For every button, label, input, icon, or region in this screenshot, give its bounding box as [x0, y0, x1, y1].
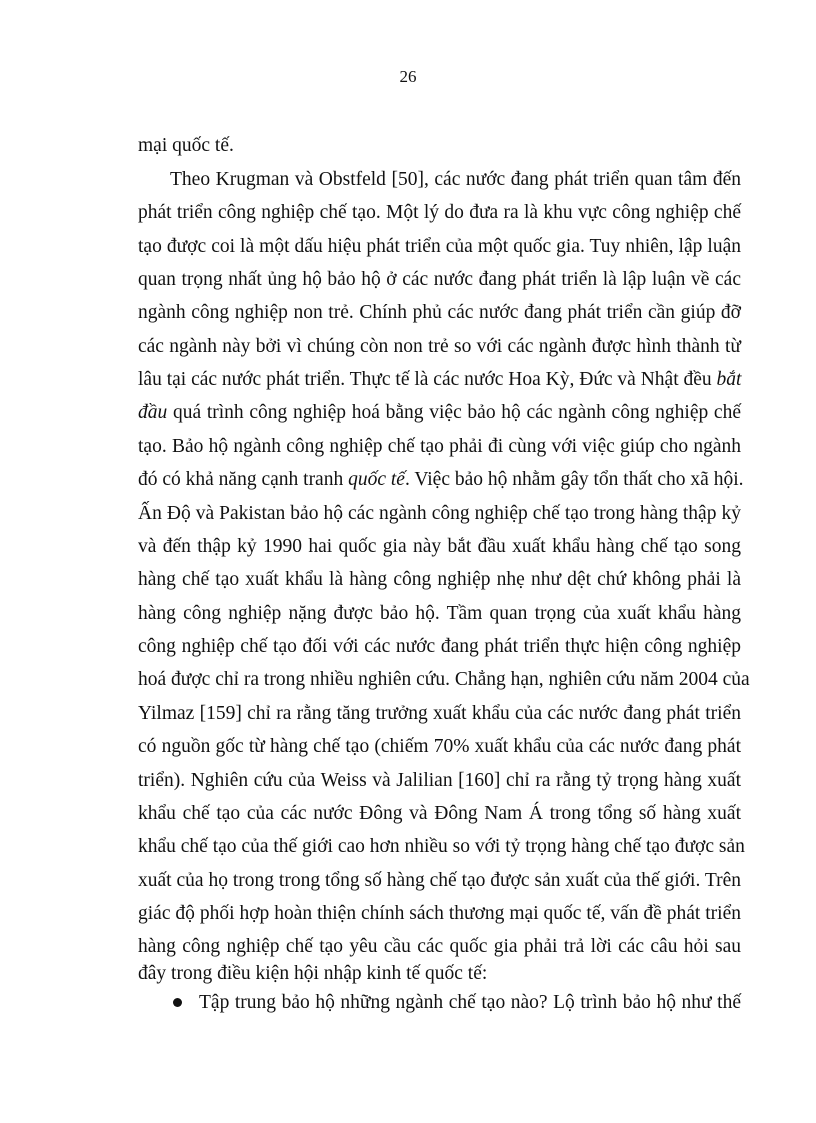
paragraph-line: hoá được chỉ ra trong nhiều nghiên cứu. Chẳng hạn, nghiên cứu năm 2004 của: [138, 669, 750, 690]
italic-word: đầu: [138, 402, 168, 423]
paragraph-line-text: lâu tại các nước phát triển. Thực tế là các nước Hoa Kỳ, Đức và Nhật đều: [138, 369, 712, 390]
paragraph-line: quan trọng nhất ủng hộ bảo hộ ở các nước đang phát triển là lập luận về các: [138, 269, 741, 290]
paragraph-line: đây trong điều kiện hội nhập kinh tế quốc tế:: [138, 963, 488, 984]
paragraph-line: xuất của họ trong trong tổng số hàng chế tạo được sản xuất của thế giới. Trên: [138, 870, 741, 891]
paragraph-line: tạo. Bảo hộ ngành công nghiệp chế tạo phải đi cùng với việc giúp cho ngành: [138, 436, 741, 457]
paragraph-line: Theo Krugman và Obstfeld [50], các nước đang phát triển quan tâm đến: [170, 169, 741, 190]
paragraph-line-text: đó có khả năng cạnh tranh: [138, 469, 344, 490]
paragraph-line: hàng công nghiệp chế tạo yêu cầu các quốc gia phải trả lời các câu hỏi sau: [138, 936, 741, 957]
bullet-icon: [173, 998, 182, 1007]
italic-word: bắt: [716, 369, 742, 390]
continuation-line: mại quốc tế.: [138, 135, 234, 156]
paragraph-line: tạo được coi là một dấu hiệu phát triển của một quốc gia. Tuy nhiên, lập luận: [138, 236, 741, 257]
paragraph-line: hàng công nghiệp nặng được bảo hộ. Tầm quan trọng của xuất khẩu hàng: [138, 603, 741, 624]
paragraph-line: [138, 468, 744, 492]
paragraph-line: Yilmaz [159] chỉ ra rằng tăng trưởng xuất khẩu của các nước đang phát triển: [138, 703, 741, 724]
paragraph-line-text: . Việc bảo hộ nhằm gây tổn thất cho xã hội.: [404, 469, 744, 490]
paragraph-line: công nghiệp chế tạo đối với các nước đang phát triển thực hiện công nghiệp: [138, 636, 741, 657]
paragraph-line: triển). Nghiên cứu của Weiss và Jalilian [160] chỉ ra rằng tỷ trọng hàng xuất: [138, 770, 741, 791]
italic-word: quốc tế: [348, 469, 405, 490]
paragraph-line: các ngành này bởi vì chúng còn non trẻ so với các ngành được hình thành từ: [138, 336, 741, 357]
paragraph-line: giác độ phối hợp hoàn thiện chính sách thương mại quốc tế, vấn đề phát triển: [138, 903, 741, 924]
paragraph-line: [138, 401, 741, 425]
page-number: 26: [399, 67, 417, 86]
paragraph-line: và đến thập kỷ 1990 hai quốc gia này bắt đầu xuất khẩu hàng chế tạo song: [138, 536, 741, 557]
paragraph-line: [138, 368, 741, 392]
paragraph-line-text: quá trình công nghiệp hoá bằng việc bảo hộ các ngành công nghiệp chế: [172, 402, 741, 423]
paragraph-line: khẩu chế tạo của các nước Đông và Đông Nam Á trong tổng số hàng xuất: [138, 803, 741, 824]
paragraph-line: hàng chế tạo xuất khẩu là hàng công nghiệp nhẹ như dệt chứ không phải là: [138, 569, 741, 590]
paragraph-line: có nguồn gốc từ hàng chế tạo (chiếm 70% xuất khẩu của các nước đang phát: [138, 736, 741, 757]
bullet-item-text: Tập trung bảo hộ những ngành chế tạo nào? Lộ trình bảo hộ như thế: [199, 992, 741, 1013]
paragraph-line: ngành công nghiệp non trẻ. Chính phủ các nước đang phát triển cần giúp đỡ: [138, 302, 741, 323]
paragraph-line: phát triển công nghiệp chế tạo. Một lý do đưa ra là khu vực công nghiệp chế: [138, 202, 741, 223]
paragraph-line: khẩu chế tạo của thế giới cao hơn nhiều so với tỷ trọng hàng chế tạo được sản: [138, 836, 745, 857]
paragraph-line: Ấn Độ và Pakistan bảo hộ các ngành công nghiệp chế tạo trong hàng thập kỷ: [138, 503, 741, 524]
